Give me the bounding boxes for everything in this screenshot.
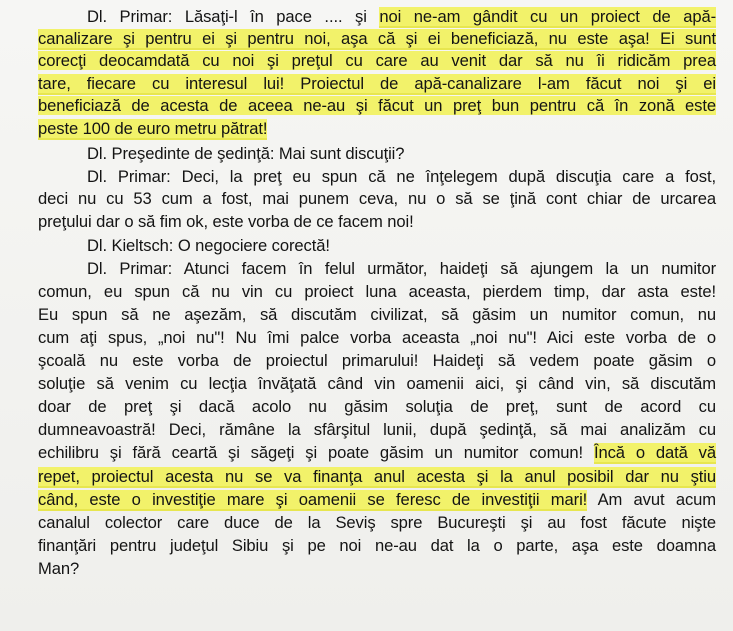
text-line — [38, 442, 716, 464]
text-line — [38, 211, 414, 233]
text-segment: echilibru şi fără ceartă şi săgeţi şi poate găsim un numitor comun! — [38, 443, 594, 462]
text-line — [38, 419, 716, 441]
highlighted-text: repet, proiectul acesta nu se va finanţa anul acesta şi la anul posibil dar nu ştiu — [38, 467, 716, 486]
text-line — [38, 50, 716, 72]
text-line — [38, 188, 716, 210]
text-line — [38, 466, 716, 488]
text-segment: soluţie să venim cu lecţia învăţată când vin oamenii aici, şi când vin, să discutăm — [38, 374, 716, 393]
text-line — [38, 304, 716, 326]
text-segment: Dl. Kieltsch: O negociere corectă! — [87, 236, 330, 255]
text-segment: şcoală nu este vorba de proiectul primarului! Haideţi să vedem poate găsim o — [38, 351, 716, 370]
text-line — [38, 327, 716, 349]
speaker-line — [87, 235, 330, 257]
text-segment: comun, eu spun că nu vin cu proiect luna aceasta, pierdem timp, dar asta este! — [38, 282, 716, 301]
text-line — [38, 118, 267, 140]
text-segment: finanţări pentru judeţul Sibiu şi pe noi ne-au dat la o parte, aşa este doamna — [38, 536, 716, 555]
text-segment: cum aţi spus, „noi nu"! Nu îmi palce vorba aceasta „noi nu"! Aici este vorba de o — [38, 328, 716, 347]
text-segment: Man? — [38, 559, 80, 578]
speaker-line — [87, 258, 716, 280]
highlighted-text: peste 100 de euro metru pătrat! — [38, 119, 268, 138]
text-segment: canalul colector care duce de la Seviş spre Bucureşti şi au fost făcute nişte — [38, 513, 716, 532]
speaker-line — [87, 166, 716, 188]
text-segment: Dl. Primar: Deci, la preţ eu spun că ne înţelegem după discuţia care a fost, — [87, 167, 716, 186]
text-segment: dumneavoastră! Deci, rămâne la sfârşitul lunii, după şedinţă, să mai analizăm cu — [38, 420, 716, 439]
text-segment: Eu spun să ne aşezăm, să discutăm civilizat, să găsim un numitor comun, nu — [38, 305, 716, 324]
text-segment: deci nu cu 53 cum a fost, mai punem ceva, nu o să se ţină cont chiar de urcarea — [38, 189, 716, 208]
text-line — [38, 535, 716, 557]
text-line — [38, 396, 716, 418]
highlighted-text: tare, fiecare cu interesul lui! Proiectul de apă-canalizare l-am făcut noi şi ei — [38, 74, 716, 93]
highlighted-text: beneficiază de acesta de aceea ne-au şi făcut un preţ bun pentru că în zonă este — [38, 96, 716, 115]
text-line — [38, 281, 716, 303]
text-line — [38, 95, 716, 117]
text-line — [38, 558, 79, 580]
speaker-line — [87, 143, 404, 165]
text-line — [87, 6, 716, 28]
text-segment: Am avut acum — [587, 490, 716, 509]
text-segment: Dl. Primar: Atunci facem în felul următor, haideţi să ajungem la un numitor — [87, 259, 716, 278]
highlighted-text: canalizare şi pentru ei şi pentru noi, aşa că şi ei beneficiază, nu este aşa! Ei sunt — [38, 29, 716, 48]
text-line — [38, 512, 716, 534]
text-segment: preţului dar o să fim ok, este vorba de ce facem noi! — [38, 212, 414, 231]
text-line — [38, 350, 716, 372]
text-line — [38, 28, 716, 50]
text-segment: Dl. Preşedinte de şedinţă: Mai sunt discuţii? — [87, 144, 405, 163]
text-line — [38, 73, 716, 95]
text-line — [38, 373, 716, 395]
text-segment: doar de preţ şi dacă acolo nu găsim soluţia de preţ, sunt de acord cu — [38, 397, 716, 416]
text-segment: Dl. Primar: Lăsaţi-l în pace .... şi — [87, 7, 380, 26]
highlighted-text: când, este o investiţie mare şi oamenii se feresc de investiţii mari! — [38, 490, 588, 509]
highlighted-text: Încă o dată vă — [593, 443, 716, 462]
text-line — [38, 489, 716, 511]
highlighted-text: noi ne-am gândit cu un proiect de apă- — [379, 7, 716, 26]
highlighted-text: corecţi deocamdată cu noi şi preţul cu care au venit dar să nu îi ridicăm prea — [38, 51, 716, 70]
